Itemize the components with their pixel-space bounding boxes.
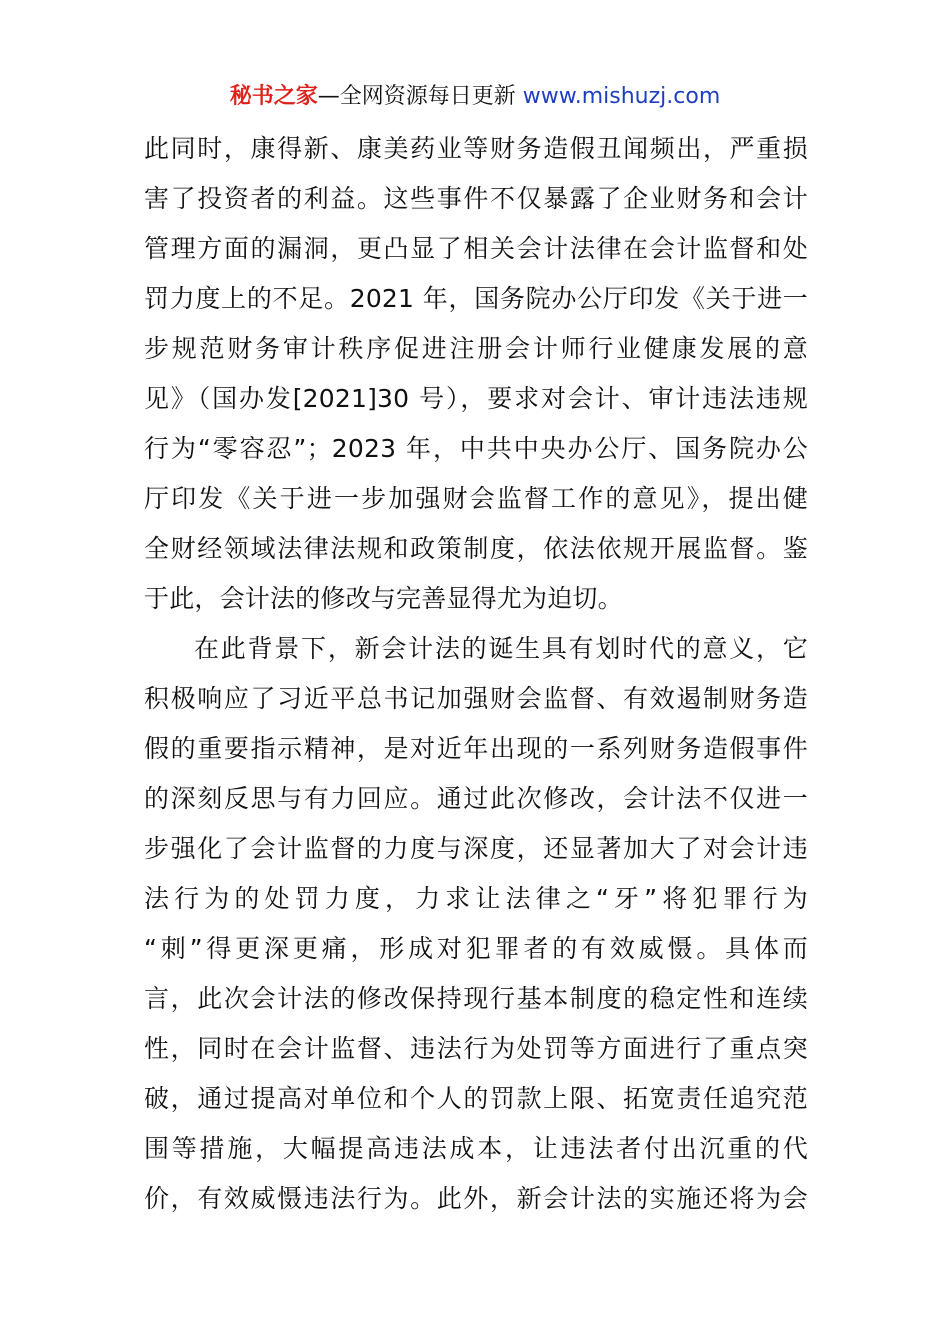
- text-line: 害了投资者的利益。这些事件不仅暴露了企业财务和会计: [144, 184, 808, 213]
- text-line: 性，同时在会计监督、违法行为处罚等方面进行了重点突: [144, 1034, 808, 1063]
- text-line: 步强化了会计监督的力度与深度，还显著加大了对会计违: [144, 834, 808, 863]
- text-line: 价，有效威慑违法行为。此外，新会计法的实施还将为会: [144, 1184, 808, 1213]
- text-line: 行为“零容忍”；2023 年，中共中央办公厅、国务院办公: [144, 434, 808, 463]
- text-line: 在此背景下，新会计法的诞生具有划时代的意义，它: [194, 634, 808, 663]
- site-tagline: —全网资源每日更新: [317, 84, 516, 109]
- text-line: 全财经领域法律法规和政策制度，依法依规开展监督。鉴: [144, 534, 808, 563]
- text-line: 厅印发《关于进一步加强财会监督工作的意见》，提出健: [144, 484, 808, 513]
- text-line: 见》（国办发[2021]30 号），要求对会计、审计违法违规: [144, 384, 808, 413]
- text-line: “刺”得更深更痛，形成对犯罪者的有效威慑。具体而: [144, 934, 808, 963]
- text-line: 假的重要指示精神，是对近年出现的一系列财务造假事件: [144, 734, 808, 763]
- text-line: 步规范财务审计秩序促进注册会计师行业健康发展的意: [144, 334, 808, 363]
- text-line: 法行为的处罚力度，力求让法律之“牙”将犯罪行为: [144, 884, 808, 913]
- site-header: [0, 80, 950, 114]
- document-body: [144, 124, 808, 1224]
- text-line: 的深刻反思与有力回应。通过此次修改，会计法不仅进一: [144, 784, 808, 813]
- paragraph-1: [144, 124, 808, 624]
- text-line: 于此，会计法的修改与完善显得尤为迫切。: [144, 584, 623, 613]
- site-brand: 秘书之家: [229, 84, 318, 109]
- text-line: 管理方面的漏洞，更凸显了相关会计法律在会计监督和处: [144, 234, 808, 263]
- text-line: 围等措施，大幅提高违法成本，让违法者付出沉重的代: [144, 1134, 808, 1163]
- site-url: www.mishuzj.com: [522, 84, 721, 109]
- paragraph-2: [144, 624, 808, 1224]
- text-line: 罚力度上的不足。2021 年，国务院办公厅印发《关于进一: [144, 284, 808, 313]
- text-line: 积极响应了习近平总书记加强财会监督、有效遏制财务造: [144, 684, 808, 713]
- text-line: 破，通过提高对单位和个人的罚款上限、拓宽责任追究范: [144, 1084, 808, 1113]
- text-line: 此同时，康得新、康美药业等财务造假丑闻频出，严重损: [144, 134, 808, 163]
- text-line: 言，此次会计法的修改保持现行基本制度的稳定性和连续: [144, 984, 808, 1013]
